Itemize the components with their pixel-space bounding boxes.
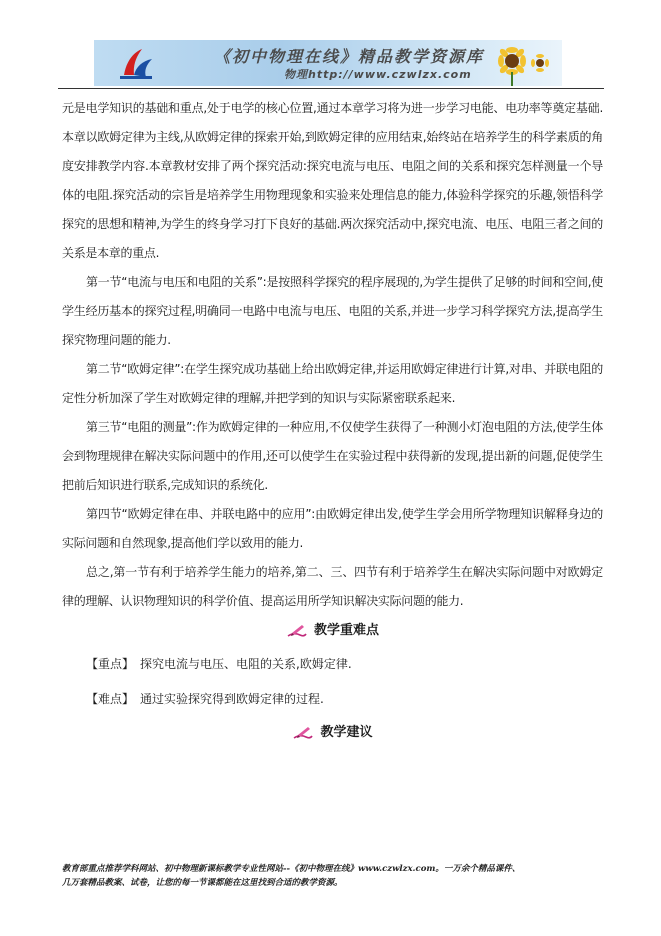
paragraph-summary: 总之,第一节有利于培养学生能力的培养,第二、三、四节有利于培养学生在解决实际问题中对欧姆定律的理解、认识物理知识的科学价值、提高运用所学知识解决实际问题的能力.: [62, 565, 603, 608]
footer-line-1: 教育部重点推荐学科网站、初中物理新课标教学专业性网站--《初中物理在线》www.czwlzx.com。一万余个精品课件、: [62, 864, 521, 874]
key-point-text: 探究电流与电压、电阻的关系,欧姆定律.: [140, 657, 352, 671]
section-heading-suggestions: [62, 720, 603, 746]
paragraph-intro: 元是电学知识的基础和重点,处于电学的核心位置,通过本章学习将为进一步学习电能、电功率等奠定基础.本章以欧姆定律为主线,从欧姆定律的探索开始,到欧姆定律的应用结束,始终站在培养学生的科学素质的角度安排教学内容.本章教材安排了两个探究活动:探究电流与电压、电阻之间的关系和探究怎样测量一个导体的电阻.探究活动的宗旨是培养学生用物理现象和实验来处理信息的能力,体验科学探究的乐趣,领悟科学探究的思想和精神,为学生的终身学习打下良好的基础.两次探究活动中,探究电流、电压、电阻三者之间的关系是本章的重点.: [62, 101, 603, 260]
pen-writing-icon: [292, 725, 314, 741]
section-title: 教学重难点: [313, 623, 379, 638]
paragraph-section-3: 第三节“电阻的测量”:作为欧姆定律的一种应用,不仅使学生获得了一种测小灯泡电阻的方法,使学生体会到物理规律在解决实际问题中的作用,还可以使学生在实验过程中获得新的发现,提出新的问题,促使学生把前后知识进行联系,完成知识的系统化.: [62, 420, 603, 492]
document-body: [62, 94, 603, 750]
banner-title: 《初中物理在线》精品教学资源库: [214, 47, 485, 66]
difficult-point-tag: 【难点】: [86, 692, 135, 706]
site-logo-icon: [116, 45, 156, 81]
key-point-tag: 【重点】: [86, 657, 135, 671]
paragraph-section-2: 第二节“欧姆定律”:在学生探究成功基础上给出欧姆定律,并运用欧姆定律进行计算,对串、并联电阻的定性分析加深了学生对欧姆定律的理解,并把学到的知识与实际紧密联系起来.: [62, 362, 603, 405]
pen-writing-icon: [286, 623, 308, 639]
sunflower-icon: [490, 42, 554, 86]
header-banner: [94, 40, 562, 86]
section-heading-key-points: [62, 618, 603, 644]
difficult-point-text: 通过实验探究得到欧姆定律的过程.: [140, 692, 324, 706]
section-title: 教学建议: [320, 725, 373, 740]
paragraph-section-1: 第一节“电流与电压和电阻的关系”:是按照科学探究的程序展现的,为学生提供了足够的时间和空间,使学生经历基本的探究过程,明确同一电路中电流与电压、电阻的关系,并进一步学习科学探究方法,提高学生探究物理问题的能力.: [62, 275, 603, 347]
page-footer: [62, 862, 622, 890]
footer-line-2: 几万套精品教案、试卷，让您的每一节课都能在这里找到合适的教学资源。: [62, 878, 343, 888]
key-point-row: [62, 650, 603, 679]
header-divider: [58, 88, 604, 89]
difficult-point-row: [62, 685, 603, 714]
banner-url: 物理http://www.czwlzx.com: [284, 68, 472, 81]
paragraph-section-4: 第四节“欧姆定律在串、并联电路中的应用”:由欧姆定律出发,使学生学会用所学物理知识解释身边的实际问题和自然现象,提高他们学以致用的能力.: [62, 507, 603, 550]
